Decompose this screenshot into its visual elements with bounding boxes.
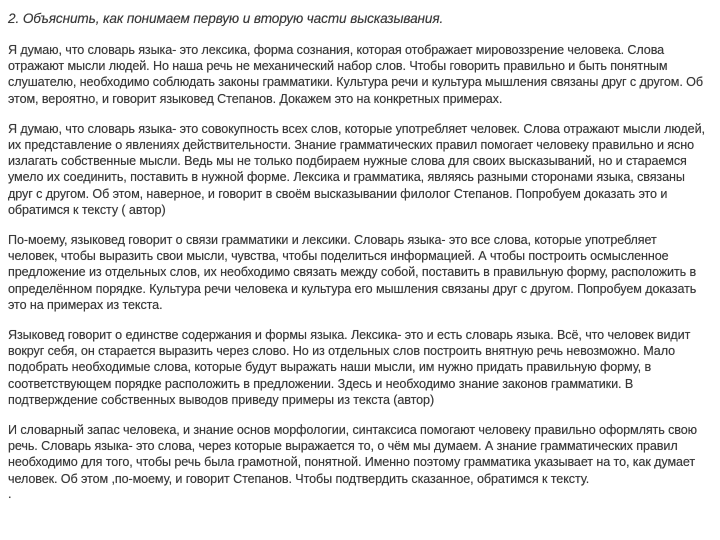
paragraph-5: И словарный запас человека, и знание основ морфологии, синтаксиса помогают человеку правильно оформлять свою речь. Словарь языка- это слова, через которые выражается то, о чём мы думаем. А знание грамматических правил необходимо для того, чтобы речь была грамотной, понятной. Именно поэтому грамматика указывает на то, как думает человек. Об этом ,по-моему, и говорит Степанов. Чтобы подтвердить сказанное, обратимся к тексту. [8,423,697,486]
trailing-mark: . [8,486,12,501]
paragraph-1: Я думаю, что словарь языка- это лексика, форма сознания, которая отображает мировоззрение человека. Слова отражают мысли людей. Но наша речь не механический набор слов. Чтобы говорить правильно и быть понятным слушателю, необходимо соблюдать законы грамматики. Культура речи и культура мышления связаны друг с другом. Об этом, вероятно, и говорит языковед Степанов. Докажем это на конкретных примерах. [8,43,703,106]
paragraph-4: Языковед говорит о единстве содержания и формы языка. Лексика- это и есть словарь языка. Всё, что человек видит вокруг себя, он старается выразить через слово. Но из отдельных слов построить внятную речь невозможно. Мало подобрать необходимые слова, которые будут выражать наши мысли, им нужно придать правильную форму, в соответствующем порядке расположить в предложении. Здесь и необходимо знание законов грамматики. В подтверждение собственных выводов приведу примеры из текста (автор) [8,328,691,407]
paragraph-2: Я думаю, что словарь языка- это совокупность всех слов, которые употребляет человек. Слова отражают мысли людей, их представление о явлениях действительности. Знание грамматических правил помогает человеку правильно и ясно излагать собственные мысли. Ведь мы не только подбираем нужные слова для своих высказываний, но и стараемся умело их соединить, поставить в нужной форме. Лексика и грамматика, являясь разными сторонами языка, связаны друг с другом. Об этом, наверное, и говорит в своём высказывании филолог Степанов. Попробуем доказать это и обратимся к тексту ( автор) [8,121,705,217]
page-title: 2. Объяснить, как понимаем первую и вторую части высказывания. [8,11,444,26]
paragraph-3: По-моему, языковед говорит о связи грамматики и лексики. Словарь языка- это все слова, которые употребляет человек, чтобы выразить свои мысли, чувства, чтобы поделиться информацией. А чтобы построить осмысленное предложение из отдельных слов, их необходимо связать между собой, поставить в правильную форму, расположить в определённом порядке. Культура речи человека и культура его мышления связаны друг с другом. Попробуем доказать это на примерах из текста. [8,233,697,312]
